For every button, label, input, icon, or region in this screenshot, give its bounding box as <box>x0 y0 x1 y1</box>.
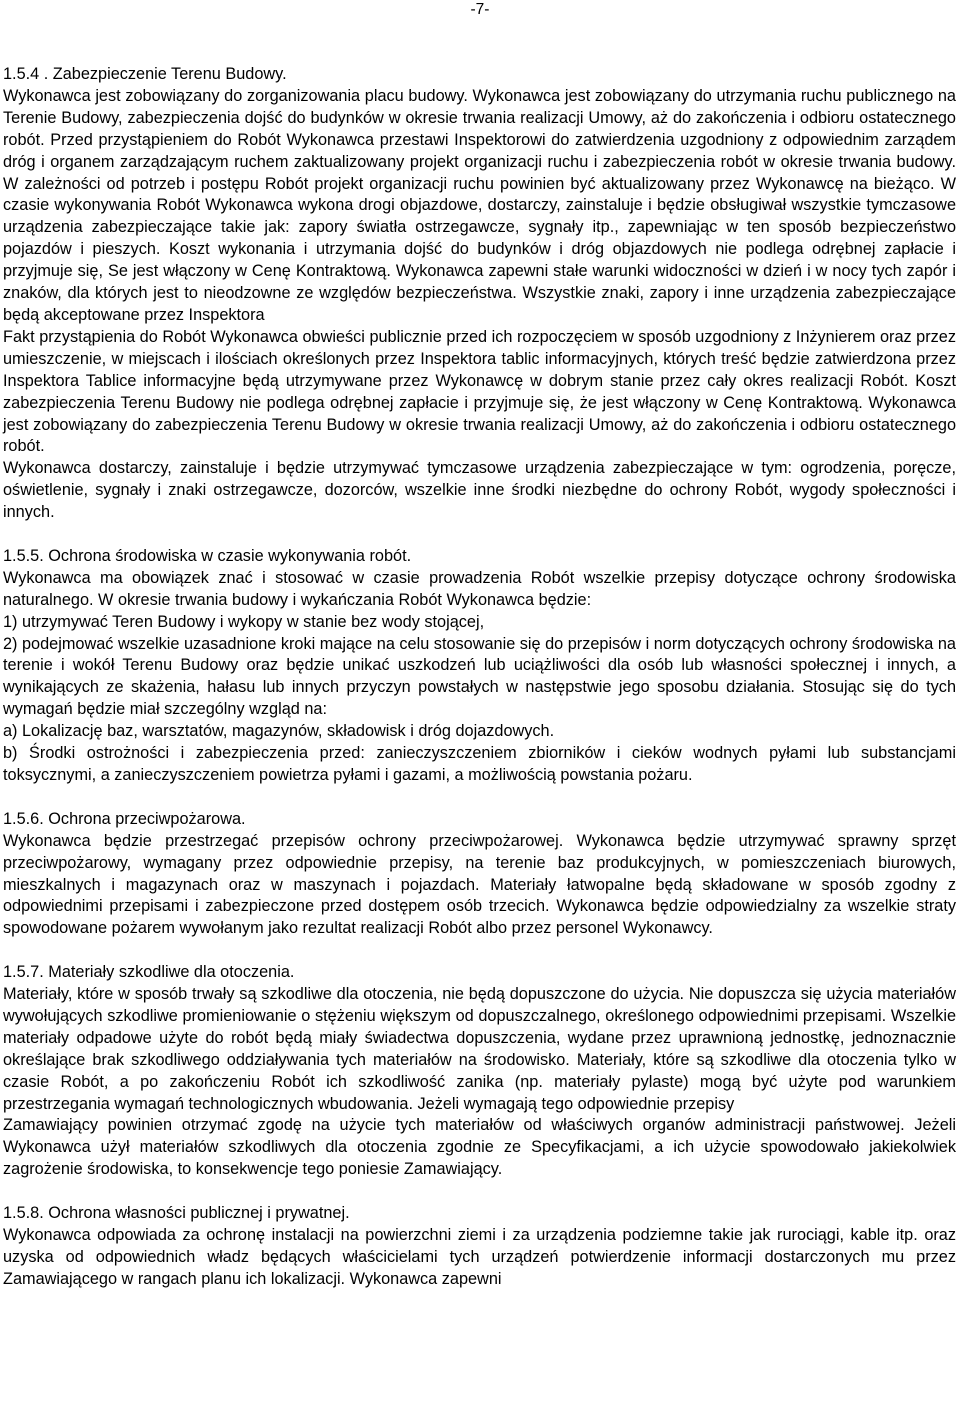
section-heading: 1.5.5. Ochrona środowiska w czasie wykonywania robót. <box>3 546 412 565</box>
section-1-5-5 <box>3 546 956 787</box>
list-item: 1) utrzymywać Teren Budowy i wykopy w stanie bez wody stojącej, <box>3 612 485 631</box>
section-1-5-7 <box>3 962 956 1181</box>
document-body <box>3 64 956 1291</box>
section-1-5-8 <box>3 1203 956 1291</box>
paragraph: Materiały, które w sposób trwały są szkodliwe dla otoczenia, nie będą dopuszczone do użycia. Nie dopuszcza się użycia materiałów wywołujących szkodliwe promieniowanie o stężeniu większym od dopuszczalnego, określonego odpowiednimi przepisami. Wszelkie materiały odpadowe użyte do robót będą miały świadectwa dopuszczenia, wydane przez uprawnioną jednostkę, jednoznacznie określające brak szkodliwego oddziaływania tych materiałów na środowisko. Materiały, które są szkodliwe dla otoczenia tylko w czasie Robót, a po zakończeniu Robót ich szkodliwość zanika (np. materiały pylaste) mogą być użyte pod warunkiem przestrzegania wymagań technologicznych wbudowania. Jeżeli wymagają tego odpowiednie przepisy <box>3 985 956 1113</box>
section-heading: 1.5.4 . Zabezpieczenie Terenu Budowy. <box>3 65 287 83</box>
section-gap <box>3 1181 956 1203</box>
section-heading: 1.5.7. Materiały szkodliwe dla otoczenia. <box>3 963 295 982</box>
section-heading: 1.5.8. Ochrona własności publicznej i prywatnej. <box>3 1204 350 1223</box>
page-number: -7- <box>470 1 490 18</box>
list-item: 2) podejmować wszelkie uzasadnione kroki mające na celu stosowanie się do przepisów i norm dotyczących ochrony środowiska na terenie i wokół Terenu Budowy oraz będzie unikać uszkodzeń lub uciążliwości dla osób lub własności społecznej i innych, a wynikających ze skażenia, hałasu lub innych przyczyn powstałych w następstwie jego sposobu działania. Stosując się do tych wymagań będzie miał szczególny wzgląd na: <box>3 634 956 719</box>
paragraph: Wykonawca jest zobowiązany do zorganizowania placu budowy. Wykonawca jest zobowiązany do utrzymania ruchu publicznego na Terenie Budowy, zabezpieczenia dojść do budynków w okresie trwania realizacji Umowy, aż do zakończenia i odbioru ostatecznego robót. Przed przystąpieniem do Robót Wykonawca przestawi Inspektorowi do zatwierdzenia uzgodniony z odpowiednim zarządem dróg i organem zarządzającym ruchem zaktualizowany projekt organizacji ruchu i zabezpieczenia robót w okresie trwania budowy. W zależności od potrzeb i postępu Robót projekt organizacji ruchu powinien być aktualizowany przez Wykonawcę na bieżąco. W czasie wykonywania Robót Wykonawca wykona drogi objazdowe, dostarczy, zainstaluje i będzie obsługiwał wszystkie tymczasowe urządzenia zabezpieczające takie jak: zapory światła ostrzegawcze, sygnały itp., zapewniając w ten sposób bezpieczeństwo pojazdów i pieszych. Koszt wykonania i utrzymania dojść do budynków i dróg objazdowych nie podlega odrębnej zapłacie i przyjmuje się, Se jest włączony w Cenę Kontraktową. Wykonawca zapewni stałe warunki widoczności w dzień i w nocy tych zapór i znaków, dla których jest to nieodzowne ze względów bezpieczeństwa. Wszystkie znaki, zapory i inne urządzenia zabezpieczające będą akceptowane przez Inspektora <box>3 86 956 324</box>
section-heading: 1.5.6. Ochrona przeciwpożarowa. <box>3 809 246 828</box>
section-1-5-6 <box>3 809 956 940</box>
paragraph: Wykonawca odpowiada za ochronę instalacji na powierzchni ziemi i za urządzenia podziemne takie jak rurociągi, kable itp. oraz uzyska od odpowiednich władz będących właścicielami tych urządzeń potwierdzenie informacji dostarczonych mu przez Zamawiającego w rangach planu ich lokalizacji. Wykonawca zapewni <box>3 1225 956 1288</box>
section-gap <box>3 787 956 809</box>
paragraph: Wykonawca będzie przestrzegać przepisów ochrony przeciwpożarowej. Wykonawca będzie utrzymywać sprawny sprzęt przeciwpożarowy, wymagany przez odpowiednie przepisy, na terenie baz produkcyjnych, w pomieszczeniach biurowych, mieszkalnych i magazynach oraz w maszynach i pojazdach. Materiały łatwopalne będą składowane w sposób zgodny z odpowiednimi przepisami i zabezpieczone przed dostępem osób trzecich. Wykonawca będzie odpowiedzialny za wszelkie straty spowodowane pożarem wywołanym jako rezultat realizacji Robót albo przez personel Wykonawcy. <box>3 831 956 938</box>
paragraph: Wykonawca dostarczy, zainstaluje i będzie utrzymywać tymczasowe urządzenia zabezpieczające w tym: ogrodzenia, poręcze, oświetlenie, sygnały i znaki ostrzegawcze, dozorców, wszelkie inne środki niezbędne do ochrony Robót, wygody społeczności i innych. <box>3 459 956 522</box>
section-gap <box>3 524 956 546</box>
list-item: a) Lokalizację baz, warsztatów, magazynów, składowisk i dróg dojazdowych. <box>3 722 555 741</box>
paragraph: Wykonawca ma obowiązek znać i stosować w czasie prowadzenia Robót wszelkie przepisy dotyczące ochrony środowiska naturalnego. W okresie trwania budowy i wykańczania Robót Wykonawca będzie: <box>3 568 956 609</box>
section-1-5-4 <box>3 64 956 524</box>
paragraph: Zamawiający powinien otrzymać zgodę na użycie tych materiałów od właściwych organów administracji państwowej. Jeżeli Wykonawca użył materiałów szkodliwych dla otoczenia zgodnie ze Specyfikacjami, a ich użycie spowodowało jakiekolwiek zagrożenie środowiska, to konsekwencje tego poniesie Zamawiający. <box>3 1116 956 1179</box>
paragraph: Fakt przystąpienia do Robót Wykonawca obwieści publicznie przed ich rozpoczęciem w sposób uzgodniony z Inżynierem oraz przez umieszczenie, w miejscach i ilościach określonych przez Inspektora tablic informacyjnych, których treść będzie zatwierdzona przez Inspektora Tablice informacyjne będą utrzymywane przez Wykonawcę w dobrym stanie przez cały okres realizacji Robót. Koszt zabezpieczenia Terenu Budowy nie podlega odrębnej zapłacie i przyjmuje się, że jest włączony w Cenę Kontraktową. Wykonawca jest zobowiązany do zabezpieczenia Terenu Budowy w okresie trwania realizacji Umowy, aż do zakończenia i odbioru ostatecznego robót. <box>3 327 956 456</box>
section-gap <box>3 940 956 962</box>
list-item: b) Środki ostrożności i zabezpieczenia przed: zanieczyszczeniem zbiorników i cieków wodnych pyłami lub substancjami toksycznymi, a zanieczyszczeniem powietrza pyłami i gazami, a możliwością powstania pożaru. <box>3 744 956 784</box>
